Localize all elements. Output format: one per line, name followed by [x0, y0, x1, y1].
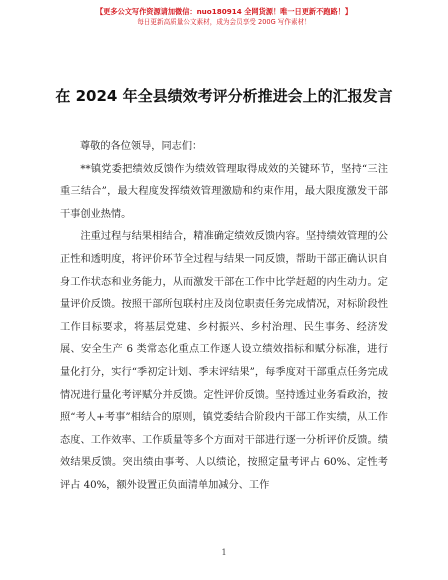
page-number: 1	[221, 548, 227, 557]
promo-banner	[0, 6, 448, 27]
promo-line-1: 【更多公文写作资源请加微信：nuo180914 全网货源！唯一日更新不跑路！】	[95, 7, 353, 16]
document-body	[60, 136, 388, 498]
document-title: 在 2024 年全县绩效考评分析推进会上的汇报发言	[55, 87, 393, 105]
paragraph: 注重过程与结果相结合，精准确定绩效反馈内容。坚持绩效管理的公正性和透明度，将评价环节全过程与结果一同反馈，帮助干部正确认识自身工作状态和业务能力，从而激发干部在工作中比学赶超的内生动力。定量评价反馈。按照干部所包联村庄及岗位职责任务完成情况，对标阶段性工作目标要求，将基层党建、乡村振兴、乡村治理、民生事务、经济发展、安全生产 6 类常态化重点工作逐人设立绩效指标和赋分标准，进行量化打分，实行“季初定计划、季末评结果”，每季度对干部重点任务完成情况进行量化考评赋分并反馈。定性评价反馈。坚持透过业务看政治，按照“考人+考事”相结合的原则，镇党委结合阶段内干部工作实绩，从工作态度、工作效率、工作质量等多个方面对干部进行逐一分析评价反馈。绩效结果反馈。突出绩由事考、人以绩论，按照定量考评占 60%、定性考评占 40%，额外设置正负面清单加减分、工作	[60, 231, 388, 491]
salutation: 尊敬的各位领导，同志们：	[80, 141, 203, 152]
promo-line-2: 每日更新高质量公文素材，成为会员享受 200G 写作素材！	[137, 18, 311, 26]
paragraph: **镇党委把绩效反馈作为绩效管理取得成效的关键环节，坚持“三注重三结合”，最大程度发挥绩效管理激励和约束作用，最大限度激发干部干事创业热情。	[60, 163, 388, 220]
